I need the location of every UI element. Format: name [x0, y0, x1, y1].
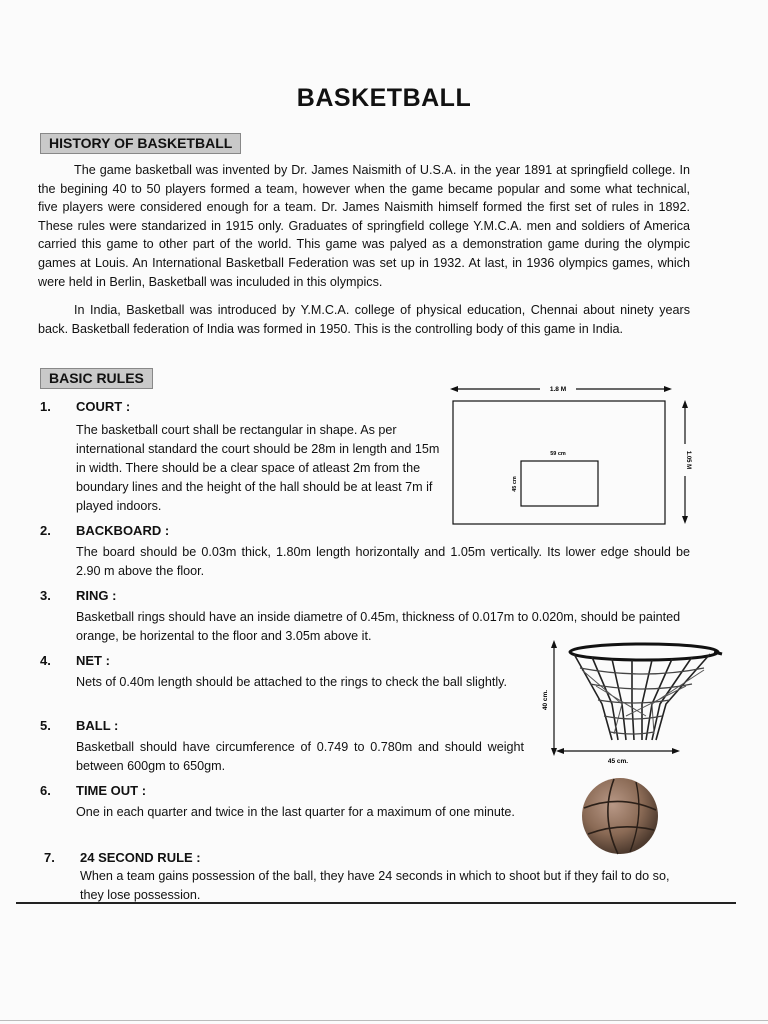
history-paragraph-2: In India, Basketball was introduced by Y.M.C.A. college of physical education, Chennai about ninety years back. Basketball federation of India was formed in 1950. This is the controlling body of this game in India.	[38, 303, 690, 336]
rule-number: 3.	[40, 588, 51, 603]
arrow-down-icon	[551, 748, 557, 756]
rule-net-title: NET :	[76, 653, 110, 668]
basketball-icon	[582, 778, 658, 854]
rule-court-title: COURT :	[76, 399, 131, 414]
inner-width-label: 59 cm	[550, 451, 566, 457]
history-heading: HISTORY OF BASKETBALL	[40, 133, 241, 154]
rule-net-text: Nets of 0.40m length should be attached to the rings to check the ball slightly.	[76, 675, 508, 689]
rule-ball-text: Basketball should have circumference of 0.749 to 0.780m and should weight between 600gm to 650gm.	[76, 740, 524, 773]
rule-number: 5.	[40, 718, 51, 733]
rule-number: 2.	[40, 523, 51, 538]
rule-number: 4.	[40, 653, 51, 668]
net-width-label: 45 cm.	[607, 758, 629, 765]
basketball-ball-image	[578, 776, 662, 856]
history-paragraph-1: The game basketball was invented by Dr. James Naismith of U.S.A. in the year 1891 at springfield college. In the begining 40 to 50 players formed a team, however when the game became popular and some what technical, five players were considered enough for a team. Dr. James Naismith himself formed the first set of rules in 1892. These rules were standarized in 1915 only. Graduates of springfield college Y.M.C.A. men and soldiers of America carried this game to other part of the world. This game was palyed as a demonstration game during the olympic games at Louis. An International Basketball Federation was set up in 1932. At last, in 1936 olympics games, which were held in Berlin, Basketball was inculuded in this olympics.	[38, 163, 690, 289]
net-height-label: 40 cm.	[542, 689, 549, 711]
backboard-diagram	[448, 378, 698, 528]
rule-ball-title: BALL :	[76, 718, 119, 733]
basketball-net-icon	[570, 644, 722, 740]
arrow-down-icon	[682, 516, 688, 524]
arrow-left-icon	[556, 748, 564, 754]
backboard-height-label: 1.05 M	[685, 450, 691, 470]
rule-timeout-title: TIME OUT :	[76, 783, 147, 798]
bottom-divider	[16, 902, 736, 904]
rule-number: 7.	[44, 850, 55, 865]
rule-backboard-title: BACKBOARD :	[76, 523, 170, 538]
page-title: BASKETBALL	[296, 84, 472, 112]
arrow-right-icon	[672, 748, 680, 754]
rule-number: 6.	[40, 783, 51, 798]
basketball-net-diagram	[534, 640, 724, 770]
backboard-target-square	[521, 461, 598, 506]
rule-24-second-text: When a team gains possession of the ball, they have 24 seconds in which to shoot but if they fail to do so, they lose possession.	[80, 869, 670, 902]
backboard-width-label: 1.8 M	[549, 386, 567, 393]
basic-rules-heading: BASIC RULES	[40, 368, 153, 389]
arrow-up-icon	[551, 640, 557, 648]
rule-number: 1.	[40, 399, 51, 414]
page-edge-line	[0, 1020, 768, 1021]
inner-height-label: 45 cm	[512, 476, 518, 492]
rule-timeout-text: One in each quarter and twice in the last quarter for a maximum of one minute.	[76, 805, 515, 819]
arrow-up-icon	[682, 400, 688, 408]
rule-backboard-text: The board should be 0.03m thick, 1.80m length horizontally and 1.05m vertically. Its lower edge should be 2.90 m above the floor.	[76, 545, 690, 578]
rule-ring-title: RING :	[76, 588, 117, 603]
arrow-right-icon	[664, 386, 672, 392]
arrow-left-icon	[450, 386, 458, 392]
rule-ring-text: Basketball rings should have an inside diametre of 0.45m, thickness of 0.017m to 0.020m, should be painted orange, be horizental to the floor and 3.05m above it.	[76, 610, 681, 643]
rule-court-text: The basketball court shall be rectangular in shape. As per international standard the court should be 28m in length and 15m in width. There should be a clear space of atleast 2m from the boundary lines and the height of the hall should be at least 7m if played indoors.	[76, 423, 440, 513]
rule-24-second-title: 24 SECOND RULE :	[80, 850, 201, 865]
